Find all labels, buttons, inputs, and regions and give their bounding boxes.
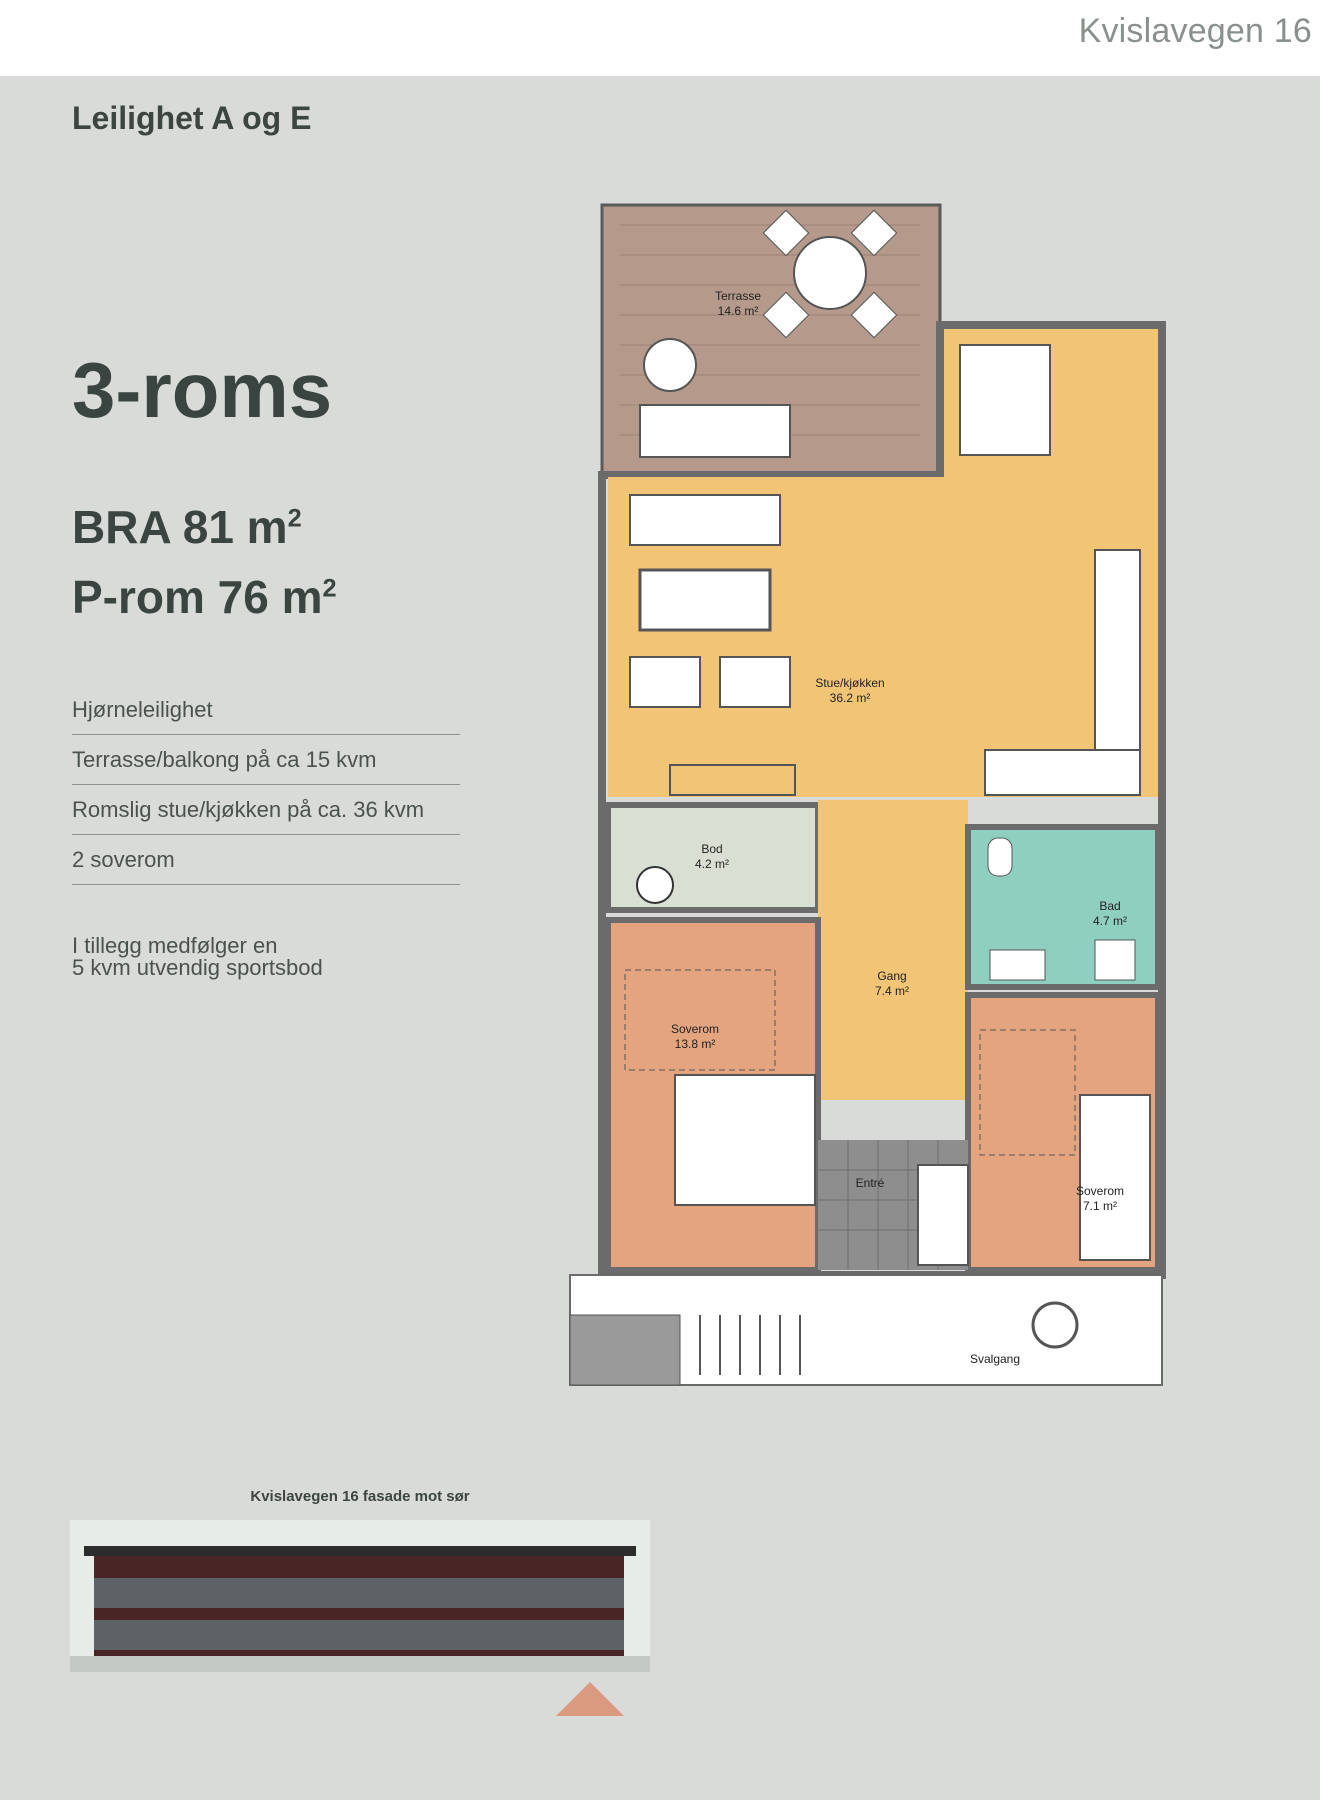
walkway-table: [1033, 1303, 1077, 1347]
unit-subtitle: Leilighet A og E: [72, 100, 312, 136]
washer: [1095, 940, 1135, 980]
floor-plan: [560, 195, 1190, 1366]
armchair: [630, 657, 700, 707]
terrace-table: [794, 237, 866, 309]
feature-item: Hjørneleilighet: [72, 685, 460, 735]
single-bed: [1080, 1095, 1150, 1260]
bra-area: [72, 500, 302, 554]
orientation-marker-icon: [556, 1682, 624, 1716]
facade-caption: Kvislavegen 16 fasade mot sør: [250, 1488, 470, 1505]
room-area: 14.6 m²: [717, 304, 759, 318]
wardrobe: [918, 1165, 968, 1265]
prom-area: [72, 570, 337, 624]
feature-item: Romslig stue/kjøkken på ca. 36 kvm: [72, 785, 460, 835]
extra-storage-note: [72, 935, 372, 979]
facade-balcony-row: [94, 1578, 624, 1608]
room-label: Bad: [1099, 899, 1121, 913]
building-name: Kvislavegen 16: [1078, 12, 1312, 50]
room-area: 7.4 m²: [874, 984, 910, 998]
hallway: [818, 800, 968, 1100]
sink: [990, 950, 1045, 980]
room-label: Soverom: [1075, 1184, 1125, 1198]
room-label: Svalgang: [969, 1352, 1021, 1366]
prom-sup: 2: [322, 574, 337, 603]
prom-label: P-rom 76 m: [72, 571, 323, 623]
room-label: Soverom: [670, 1022, 720, 1036]
facade-image: [70, 1520, 650, 1672]
room-area: 36.2 m²: [829, 691, 871, 705]
electric-panel-icon: [637, 867, 673, 903]
note-line: 5 kvm utvendig sportsbod: [72, 955, 323, 980]
facade-ground: [70, 1656, 650, 1672]
toilet: [988, 838, 1012, 876]
room-label: Entré: [855, 1176, 885, 1190]
unit-type-title: 3-roms: [72, 346, 333, 434]
feature-item: Terrasse/balkong på ca 15 kvm: [72, 735, 460, 785]
dining-table: [960, 345, 1050, 455]
stairs: [570, 1315, 680, 1385]
terrace-round-table: [644, 339, 696, 391]
facade-balcony-row: [94, 1620, 624, 1650]
room-area: 7.1 m²: [1082, 1199, 1118, 1213]
armchair: [720, 657, 790, 707]
room-label: Terrasse: [714, 289, 762, 303]
kitchen-island: [985, 750, 1140, 795]
double-bed: [675, 1075, 815, 1205]
room-label: Bod: [701, 842, 723, 856]
room-label: Stue/kjøkken: [815, 676, 885, 690]
sofa: [630, 495, 780, 545]
note-line: I tillegg medfølger en: [72, 933, 278, 958]
bra-sup: 2: [287, 504, 302, 533]
facade-roof: [84, 1546, 636, 1556]
coffee-table: [640, 570, 770, 630]
bra-label: BRA 81 m: [72, 501, 288, 553]
room-area: 4.7 m²: [1092, 914, 1128, 928]
feature-item: 2 soverom: [72, 835, 460, 885]
feature-list: [72, 685, 460, 885]
room-area: 13.8 m²: [674, 1037, 716, 1051]
terrace-sofa: [640, 405, 790, 457]
room-label: Gang: [877, 969, 907, 983]
room-area: 4.2 m²: [694, 857, 730, 871]
